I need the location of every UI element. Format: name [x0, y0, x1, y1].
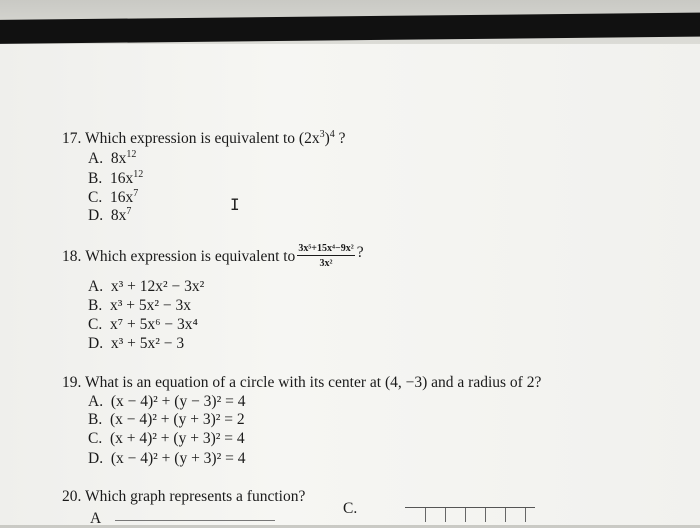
q20-graph-a: [115, 520, 275, 521]
q17-choice-d[interactable]: D. $8x^7$: [88, 206, 132, 224]
q17-choice-c[interactable]: C. $16x^7$: [88, 188, 139, 206]
question-20-stem: 20. Which graph represents a function?: [62, 488, 306, 505]
q19-choice-a[interactable]: A. (x − 4)² + (y − 3)² = 4: [88, 393, 246, 410]
q17-choice-a[interactable]: A. $8x^{12}$: [88, 149, 137, 167]
q19-choice-d[interactable]: D. (x − 4)² + (y + 3)² = 4: [88, 450, 246, 467]
q18-choice-c[interactable]: C. x⁷ + 5x⁶ − 3x⁴: [88, 316, 198, 333]
question-18-stem: 18. Which expression is equivalent to $\frac{\text{3x⁵+15x⁴−9x²}}{\text{3x²}}$ ?: [62, 243, 364, 269]
q20-graph-c: [405, 507, 535, 522]
q18-fraction: $\frac{\text{3x⁵+15x⁴−9x²}}{\text{3x²}}$: [298, 243, 354, 269]
q20-graph-c-label[interactable]: C.: [343, 500, 358, 517]
q19-choice-b[interactable]: B. (x − 4)² + (y + 3)² = 2: [88, 411, 245, 428]
q17-choice-b[interactable]: B. $16x^{12}$: [88, 169, 144, 187]
question-19-stem: 19. What is an equation of a circle with its center at (4, −3) and a radius of 2?: [62, 374, 542, 391]
q20-graph-a-label[interactable]: A: [90, 510, 102, 527]
text-cursor-icon: I: [230, 195, 240, 214]
top-dark-band: [0, 12, 700, 44]
q19-choice-c[interactable]: C. (x + 4)² + (y + 3)² = 4: [88, 430, 245, 447]
question-17-stem: 17. Which expression is equivalent to $(2x^3)^4$ ?: [62, 129, 346, 147]
q18-choice-d[interactable]: D. x³ + 5x² − 3: [88, 335, 185, 352]
q18-choice-a[interactable]: A. x³ + 12x² − 3x²: [88, 278, 205, 295]
q18-choice-b[interactable]: B. x³ + 5x² − 3x: [88, 297, 191, 314]
